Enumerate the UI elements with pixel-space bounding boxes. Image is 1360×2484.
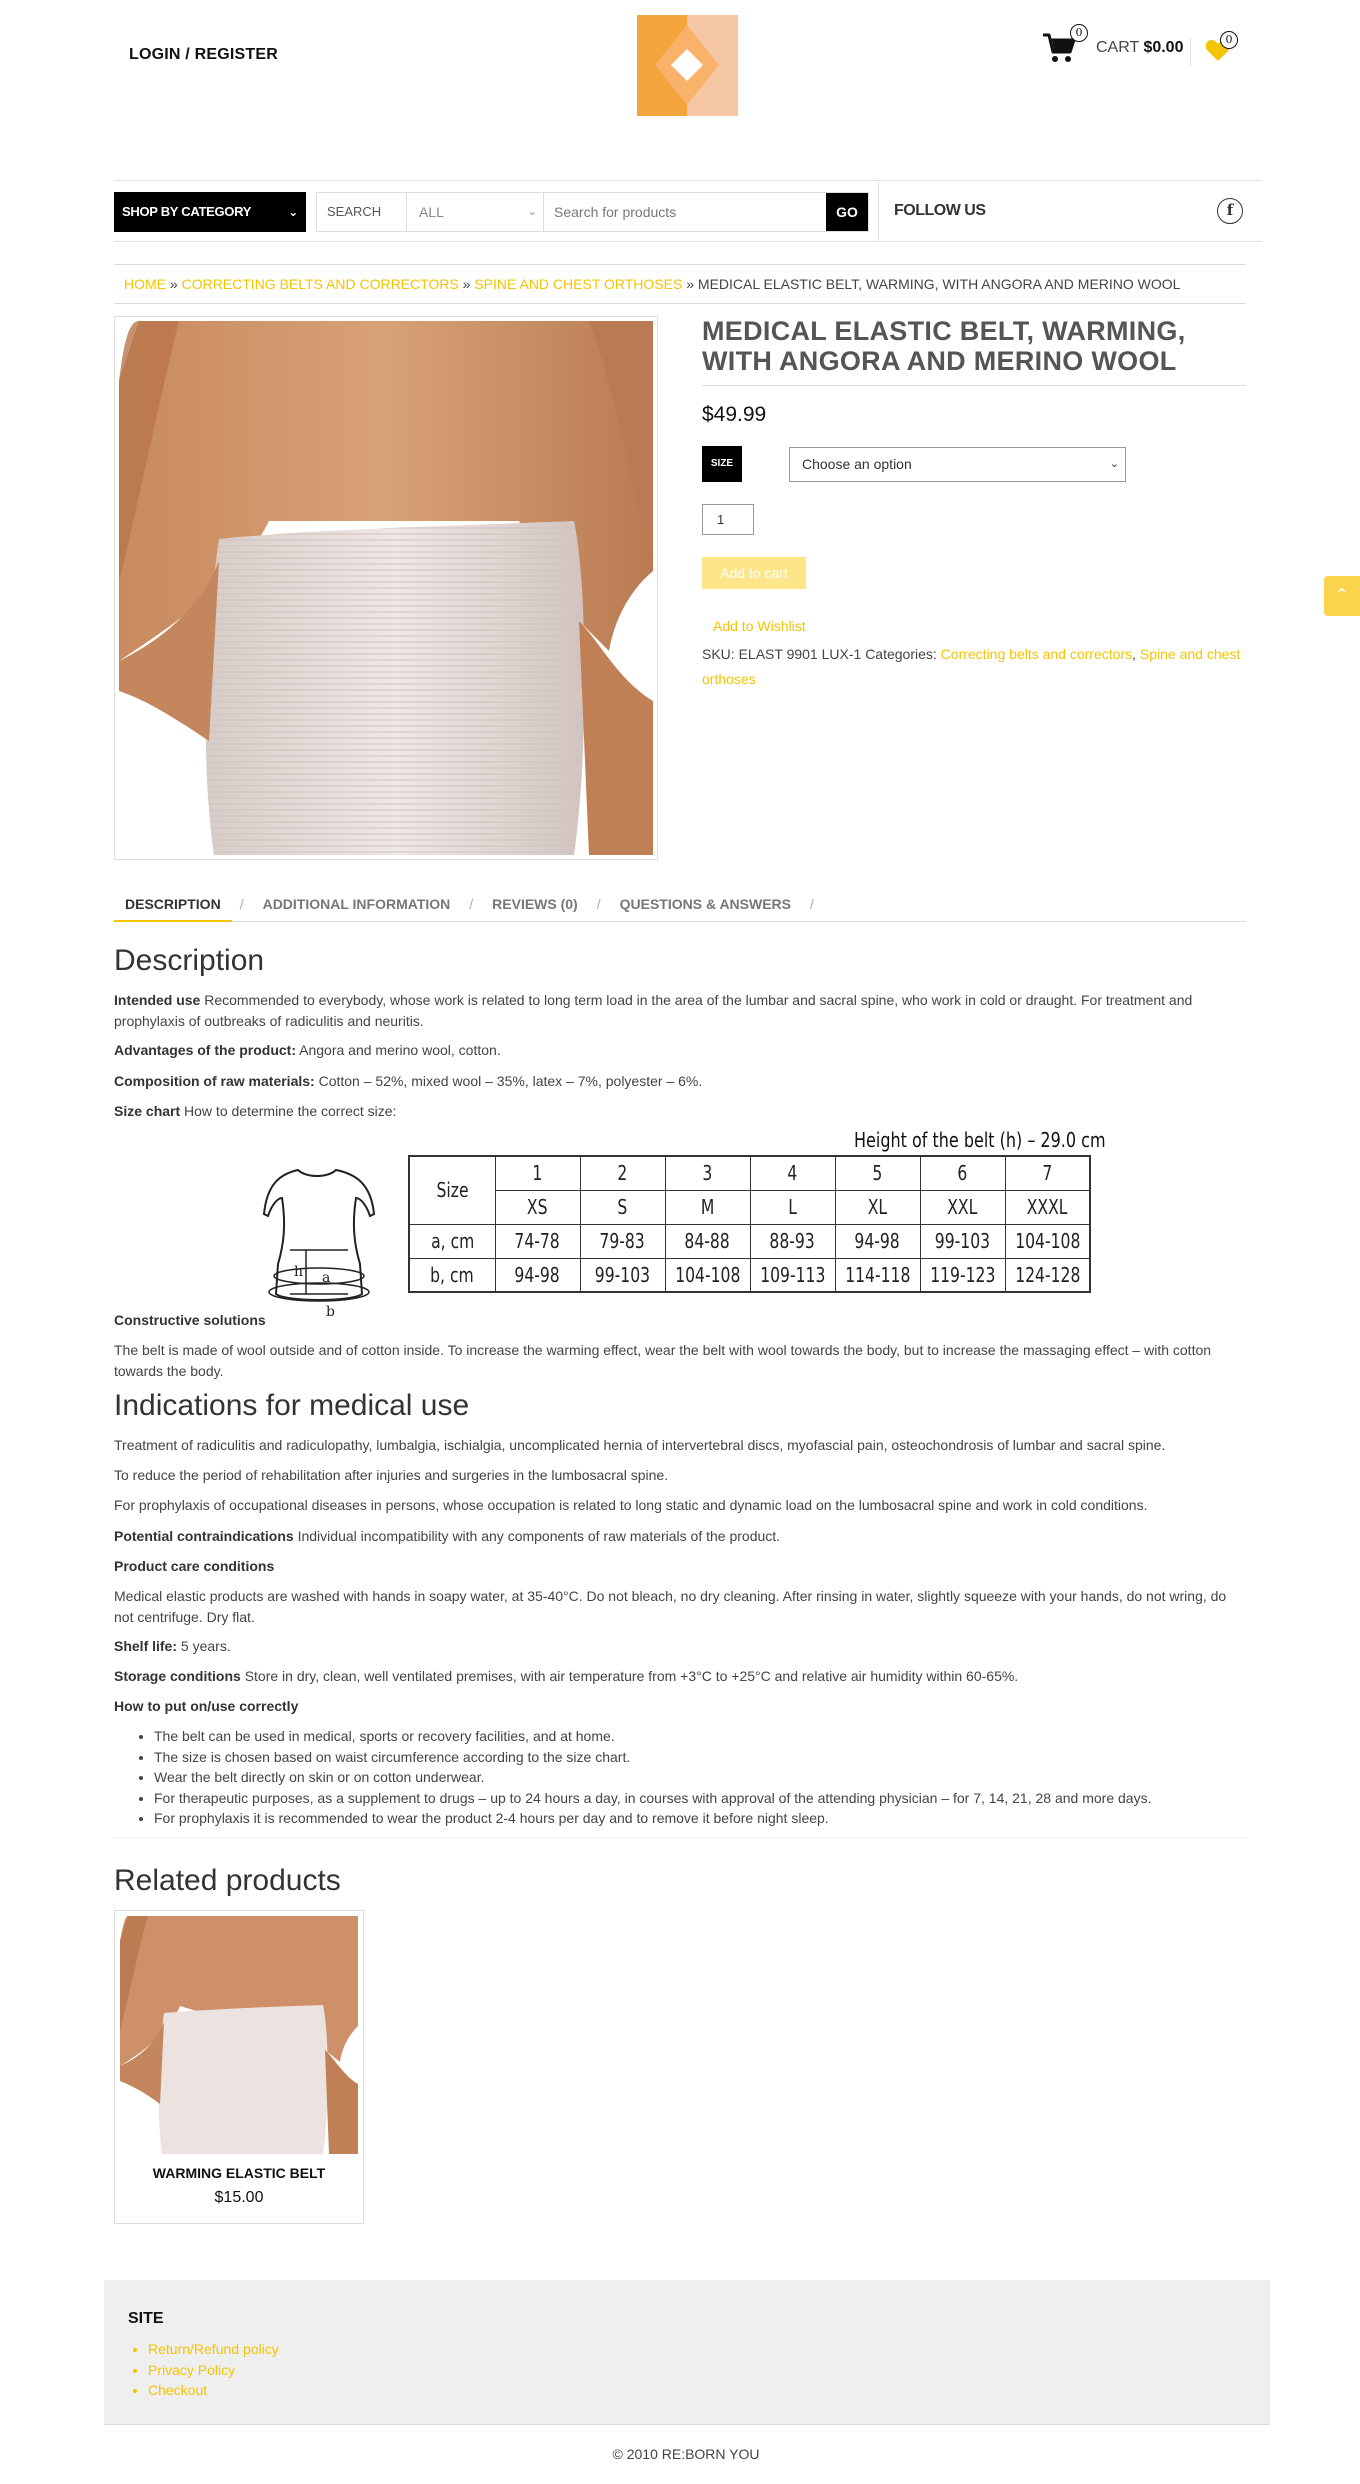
header-divider: [1190, 38, 1191, 66]
footer-link-refund[interactable]: • Return/Refund policy: [148, 2339, 279, 2360]
wishlist-count-badge: 0: [1220, 31, 1238, 49]
copyright: © 2010 RE:BORN YOU: [612, 2446, 760, 2462]
main-navbar: [114, 180, 1262, 242]
tab-separator: /: [239, 896, 244, 912]
row-b-label: b, cm: [409, 1258, 495, 1292]
size-letter-cell: S: [580, 1190, 665, 1224]
breadcrumb: HOME » CORRECTING BELTS AND CORRECTORS » SPINE AND CHEST ORTHOSES » MEDICAL ELASTIC BELT, WARMING, WITH ANGORA AND MERINO WOOL: [114, 264, 1246, 304]
breadcrumb-category-correcting-belts[interactable]: CORRECTING BELTS AND CORRECTORS: [181, 276, 459, 292]
product-meta: SKU: ELAST 9901 LUX-1 Categories: Correcting belts and correctors, Spine and chest orthoses: [702, 646, 1241, 687]
chevron-down-icon: ⌄: [1109, 458, 1119, 470]
size-chart-intro: Size chart How to determine the correct size:: [114, 1103, 397, 1119]
footer-link-checkout[interactable]: • Checkout: [148, 2380, 279, 2401]
cart-link[interactable]: [1042, 26, 1184, 64]
advantages-text: Advantages of the product: Angora and merino wool, cotton.: [114, 1042, 501, 1058]
size-number-cell: 3: [665, 1156, 750, 1190]
shop-by-category-dropdown[interactable]: SHOP BY CATEGORY ⌄: [114, 192, 306, 232]
search-form: [316, 192, 869, 232]
usage-list: [154, 1726, 1244, 1829]
description-heading: Description: [114, 944, 265, 977]
cart-count-badge: 0: [1070, 24, 1088, 42]
login-register-link[interactable]: LOGIN / REGISTER: [129, 46, 278, 63]
row-a-cell: 88-93: [750, 1224, 835, 1258]
tab-separator: /: [596, 896, 601, 912]
intended-use-text: Intended use Recommended to everybody, whose work is related to long term load in the area of the lumbar and sacral spine, who work in cold or draught. For treatment and prophylaxis of outbreaks of radiculitis and neuritis.: [114, 992, 1193, 1029]
quantity-input[interactable]: 1: [702, 504, 754, 535]
row-a-cell: 99-103: [920, 1224, 1005, 1258]
size-number-cell: 6: [920, 1156, 1005, 1190]
chevron-down-icon: ⌄: [288, 205, 298, 219]
related-product-name[interactable]: WARMING ELASTIC BELT: [152, 2165, 326, 2181]
indications-heading: Indications for medical use: [114, 1389, 470, 1422]
size-number-cell: 2: [580, 1156, 665, 1190]
size-letter-cell: XXXL: [1005, 1190, 1090, 1224]
breadcrumb-home[interactable]: HOME: [124, 276, 166, 292]
search-go-button[interactable]: GO: [826, 193, 868, 231]
product-price: $49.99: [702, 403, 767, 426]
shelf-life-text: Shelf life: 5 years.: [114, 1638, 231, 1654]
product-title: MEDICAL ELASTIC BELT, WARMING, WITH ANGORA AND MERINO WOOL: [702, 316, 1186, 376]
tab-separator: /: [469, 896, 474, 912]
list-item: • For therapeutic purposes, as a supplement to drugs – up to 24 hours a day, in courses with approval of the attending physician – for 7, 14, 21, 28 and more days.: [154, 1788, 1244, 1809]
category-link-spine-orthoses[interactable]: Spine and chest orthoses: [702, 646, 1241, 687]
row-b-cell: 94-98: [495, 1258, 580, 1292]
size-letter-cell: XS: [495, 1190, 580, 1224]
size-chart: [256, 1128, 1106, 1320]
sku-value: ELAST 9901 LUX-1: [738, 646, 862, 662]
list-item: • The size is chosen based on waist circumference according to the size chart.: [154, 1747, 1244, 1768]
title-divider: [702, 385, 1246, 386]
indications-text-2: To reduce the period of rehabilitation after injuries and surgeries in the lumbosacral spine.: [114, 1467, 669, 1483]
tab-additional-information[interactable]: ADDITIONAL INFORMATION: [262, 896, 451, 912]
row-b-cell: 119-123: [920, 1258, 1005, 1292]
footer-heading: SITE: [128, 2310, 164, 2327]
row-a-cell: 79-83: [580, 1224, 665, 1258]
size-letter-cell: L: [750, 1190, 835, 1224]
size-number-cell: 5: [835, 1156, 920, 1190]
composition-text: Composition of raw materials: Cotton – 52%, mixed wool – 35%, latex – 7%, polyester – 6%.: [114, 1073, 703, 1089]
row-a-label: a, cm: [409, 1224, 495, 1258]
how-to-heading: How to put on/use correctly: [114, 1698, 299, 1714]
care-heading: Product care conditions: [114, 1558, 275, 1574]
size-table: [408, 1155, 1091, 1293]
category-link-correcting-belts[interactable]: Correcting belts and correctors: [940, 646, 1133, 662]
cart-icon[interactable]: [1042, 26, 1083, 64]
tab-questions-answers[interactable]: QUESTIONS & ANSWERS: [619, 896, 792, 912]
row-b-cell: 114-118: [835, 1258, 920, 1292]
section-divider: [114, 1837, 1246, 1838]
footer-link-privacy[interactable]: • Privacy Policy: [148, 2360, 279, 2381]
size-number-cell: 7: [1005, 1156, 1090, 1190]
search-input[interactable]: [544, 193, 826, 231]
size-label: SIZE: [702, 446, 742, 482]
cart-total: $0.00: [1143, 39, 1184, 56]
care-text: Medical elastic products are washed with hands in soapy water, at 35-40°C. Do not bleach, no dry cleaning. After rinsing in water, slightly squeeze with your hands, do not wring, do not centrifuge. Dry flat.: [114, 1588, 1227, 1625]
diagram-label-h: h: [294, 1264, 304, 1280]
cart-summary[interactable]: CART $0.00: [1096, 39, 1184, 56]
related-product-card[interactable]: [114, 1910, 364, 2224]
scroll-to-top-button[interactable]: [1324, 576, 1360, 616]
related-product-price: $15.00: [214, 2189, 264, 2206]
list-item: • For prophylaxis it is recommended to wear the product 2-4 hours per day and to remove it before night sleep.: [154, 1808, 1244, 1829]
diagram-label-a: a: [322, 1270, 331, 1286]
size-number-cell: 1: [495, 1156, 580, 1190]
size-number-cell: 4: [750, 1156, 835, 1190]
size-chart-title: Height of the belt (h) – 29.0 cm: [854, 1128, 1106, 1152]
related-product-image[interactable]: [120, 1916, 358, 2154]
storage-text: Storage conditions Store in dry, clean, well ventilated premises, with air temperature from +3°C to +25°C and relative air humidity within 60-65%.: [114, 1668, 1019, 1684]
row-b-cell: 109-113: [750, 1258, 835, 1292]
size-letter-cell: XXL: [920, 1190, 1005, 1224]
footer-divider: [104, 2424, 1270, 2425]
row-b-cell: 99-103: [580, 1258, 665, 1292]
tab-description[interactable]: DESCRIPTION: [114, 888, 232, 922]
tab-separator: /: [810, 896, 814, 912]
product-tabs: [114, 888, 1246, 922]
breadcrumb-current: MEDICAL ELASTIC BELT, WARMING, WITH ANGORA AND MERINO WOOL: [697, 276, 1181, 292]
row-a-cell: 84-88: [665, 1224, 750, 1258]
footer: [104, 2280, 1270, 2424]
breadcrumb-category-spine-orthoses[interactable]: SPINE AND CHEST ORTHOSES: [474, 276, 683, 292]
search-label: SEARCH: [317, 193, 407, 231]
row-a-cell: 104-108: [1005, 1224, 1090, 1258]
constructive-text: The belt is made of wool outside and of cotton inside. To increase the warming effect, wear the belt with wool towards the body, but to increase the massaging effect – with cotton towards the body.: [114, 1342, 1212, 1379]
tab-reviews[interactable]: REVIEWS (0): [492, 896, 578, 912]
size-letter-cell: M: [665, 1190, 750, 1224]
search-category-select[interactable]: ALL ⌄: [407, 193, 544, 231]
diagram-label-b: b: [326, 1304, 335, 1320]
site-logo[interactable]: [637, 15, 738, 116]
row-a-cell: 74-78: [495, 1224, 580, 1258]
constructive-heading: Constructive solutions: [114, 1312, 266, 1328]
indications-text-3: For prophylaxis of occupational diseases in persons, whose occupation is related to long static and dynamic load on the lumbosacral spine and work in cold conditions.: [114, 1497, 1148, 1513]
row-a-cell: 94-98: [835, 1224, 920, 1258]
follow-us-label: FOLLOW US: [894, 202, 986, 219]
indications-text-1: Treatment of radiculitis and radiculopathy, lumbalgia, ischialgia, uncomplicated hernia of intervertebral discs, myofascial pain, osteochondrosis of lumbar and sacral spine.: [114, 1437, 1166, 1453]
related-products-heading: Related products: [114, 1864, 341, 1897]
size-select[interactable]: Choose an option ⌄: [789, 447, 1126, 482]
row-b-cell: 104-108: [665, 1258, 750, 1292]
contraindications-text: Potential contraindications Individual incompatibility with any components of raw materials of the product.: [114, 1528, 781, 1544]
add-to-wishlist-link[interactable]: Add to Wishlist: [713, 618, 806, 634]
product-image[interactable]: [114, 316, 658, 860]
chevron-down-icon: ⌄: [527, 206, 537, 218]
row-b-cell: 124-128: [1005, 1258, 1090, 1292]
facebook-icon[interactable]: f: [1217, 198, 1243, 224]
footer-links: [148, 2339, 279, 2401]
chevron-up-icon: ⌃: [1335, 587, 1349, 604]
size-header-cell: Size: [409, 1156, 495, 1224]
list-item: • Wear the belt directly on skin or on cotton underwear.: [154, 1767, 1244, 1788]
add-to-cart-button[interactable]: Add to cart: [702, 557, 806, 589]
size-letter-cell: XL: [835, 1190, 920, 1224]
product-photo-belt-back: [119, 321, 653, 855]
list-item: • The belt can be used in medical, sports or recovery facilities, and at home.: [154, 1726, 1244, 1747]
nav-divider: [878, 181, 879, 241]
